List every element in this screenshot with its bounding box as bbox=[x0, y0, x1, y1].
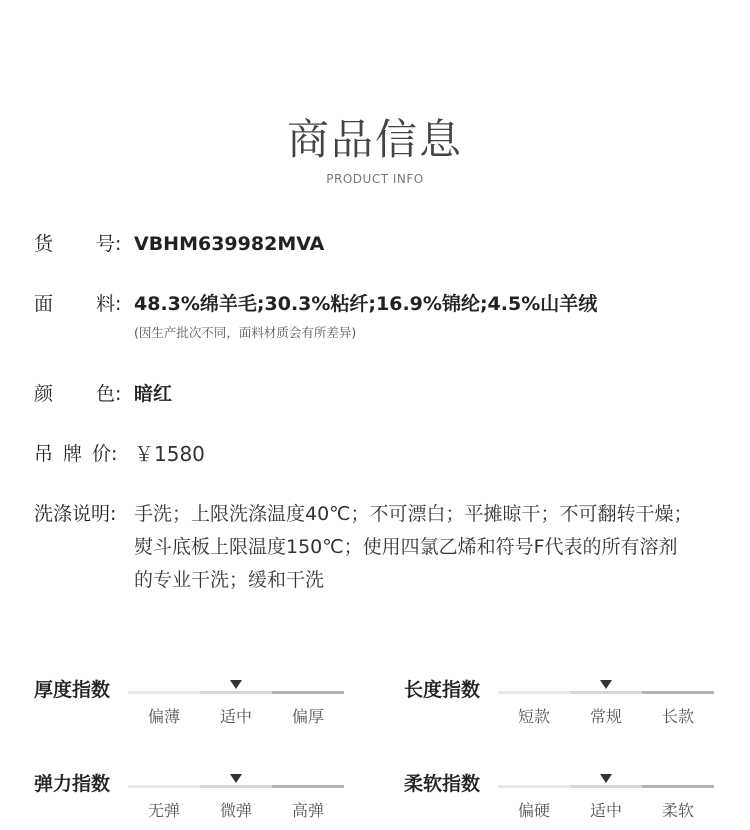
scale-segment bbox=[272, 691, 344, 694]
option-label: 柔软 bbox=[661, 801, 694, 820]
option-label: 常规 bbox=[589, 707, 622, 726]
selected-marker-icon bbox=[600, 774, 612, 783]
wash-line: 熨斗底板上限温度150℃；使用四氯乙烯和符号F代表的所有溶剂 bbox=[134, 536, 678, 558]
option-label: 无弹 bbox=[147, 801, 180, 820]
option-label: 适中 bbox=[219, 707, 252, 726]
selected-marker-icon bbox=[230, 774, 242, 783]
thickness-index bbox=[34, 676, 354, 736]
scale-segment bbox=[498, 785, 570, 788]
length-index-label: 长度指数 bbox=[404, 679, 481, 701]
softness-scale bbox=[498, 785, 714, 788]
scale-segment bbox=[642, 785, 714, 788]
elasticity-index-label: 弹力指数 bbox=[34, 773, 111, 795]
wash-label: 洗涤说明: bbox=[34, 503, 117, 525]
fabric-row bbox=[34, 288, 724, 348]
wash-line: 手洗；上限洗涤温度40℃；不可漂白；平摊晾干；不可翻转干燥； bbox=[134, 503, 693, 525]
scale-segment bbox=[200, 691, 272, 694]
thickness-index-label: 厚度指数 bbox=[34, 679, 111, 701]
option-label: 偏硬 bbox=[517, 801, 550, 820]
sku-value: VBHM639982MVA bbox=[134, 233, 325, 255]
wash-instructions bbox=[134, 498, 724, 597]
section-subtitle: PRODUCT INFO bbox=[326, 172, 424, 186]
price-value: ￥1580 bbox=[134, 442, 205, 466]
option-label: 长款 bbox=[661, 707, 694, 726]
selected-marker-icon bbox=[600, 680, 612, 689]
wash-row bbox=[34, 498, 724, 598]
section-title: 商品信息 bbox=[286, 115, 463, 164]
color-label: 颜 色: bbox=[34, 383, 122, 405]
option-label: 短款 bbox=[517, 707, 550, 726]
option-label: 偏厚 bbox=[291, 707, 324, 726]
sku-label: 货 号: bbox=[34, 233, 122, 255]
elasticity-scale bbox=[128, 785, 344, 788]
fabric-note: (因生产批次不同，面料材质会有所差异) bbox=[134, 325, 357, 340]
option-label: 适中 bbox=[589, 801, 622, 820]
elasticity-index bbox=[34, 770, 354, 830]
selected-marker-icon bbox=[230, 680, 242, 689]
scale-segment bbox=[642, 691, 714, 694]
section-header bbox=[0, 112, 750, 186]
price-label: 吊 牌 价: bbox=[34, 443, 118, 465]
option-label: 微弹 bbox=[219, 801, 252, 820]
scale-segment bbox=[128, 785, 200, 788]
softness-index-label: 柔软指数 bbox=[404, 773, 481, 795]
scale-segment bbox=[128, 691, 200, 694]
option-label: 偏薄 bbox=[147, 707, 180, 726]
scale-segment bbox=[570, 785, 642, 788]
scale-segment bbox=[272, 785, 344, 788]
softness-index bbox=[404, 770, 724, 830]
scale-segment bbox=[570, 691, 642, 694]
fabric-value: 48.3%绵羊毛;30.3%粘纤;16.9%锦纶;4.5%山羊绒 bbox=[134, 293, 598, 315]
option-label: 高弹 bbox=[291, 801, 324, 820]
thickness-scale bbox=[128, 691, 344, 694]
wash-line: 的专业干洗；缓和干洗 bbox=[134, 569, 325, 591]
length-scale bbox=[498, 691, 714, 694]
color-value: 暗红 bbox=[134, 383, 173, 405]
scale-segment bbox=[498, 691, 570, 694]
fabric-label: 面 料: bbox=[34, 293, 122, 315]
length-index bbox=[404, 676, 724, 736]
scale-segment bbox=[200, 785, 272, 788]
